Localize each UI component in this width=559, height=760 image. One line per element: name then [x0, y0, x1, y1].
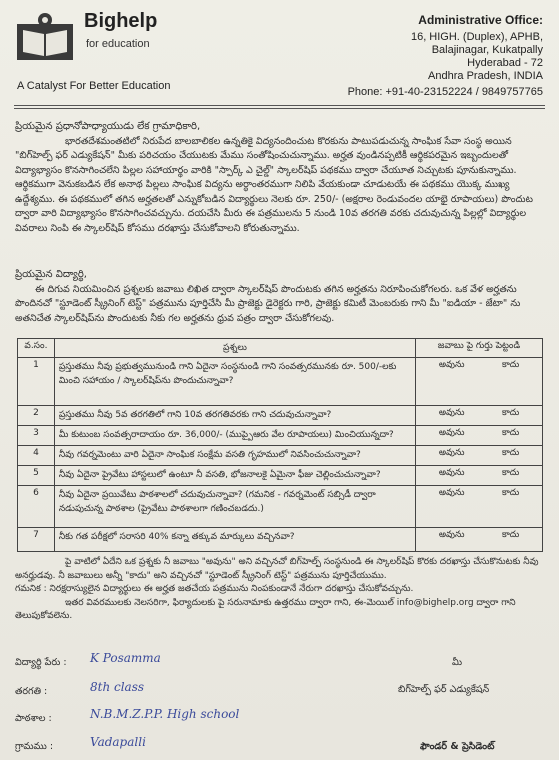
office-phone: Phone: +91-40-23152224 / 9849757765: [347, 86, 543, 98]
table-row: [18, 486, 543, 528]
letter-intro: [15, 120, 545, 236]
village-label: గ్రామము :: [15, 741, 54, 752]
student-name-label: విద్యార్థి పేరు :: [15, 657, 67, 668]
answer-yes[interactable]: అవును: [438, 408, 465, 418]
table-header-row: [18, 339, 543, 358]
table-row: [18, 528, 543, 552]
student-name-value[interactable]: K Posamma: [90, 651, 161, 665]
student-section: [15, 268, 545, 326]
header-divider: [14, 105, 545, 106]
table-row: [18, 358, 543, 406]
row-question: నీవు గవర్నమెంటు వారి ఏదైనా సాంఘిక సంక్షేమ వసతి గృహములో నివసించుచున్నావా?: [54, 446, 415, 466]
village-value[interactable]: Vadapalli: [90, 735, 146, 749]
answer-yes[interactable]: అవును: [438, 448, 465, 458]
office-title: Administrative Office:: [418, 13, 543, 27]
row-question: ప్రస్తుతము నీవు ప్రభుత్వమునుండి గాని ఏదైనా సంస్థనుండి గాని సంవత్సరమునకు రూ. 500/-లకు మించి సహాయం / స్కాలర్‌షిప్‌ను పొందుచున్నావా?: [54, 358, 415, 406]
row-number: 3: [18, 426, 55, 446]
header-questions: ప్రశ్నలు: [54, 339, 415, 358]
tagline: A Catalyst For Better Education: [17, 80, 171, 92]
answer-no[interactable]: కాదు: [501, 360, 520, 370]
row-question: ప్రస్తుతము నీవు 5వ తరగతిలో గాని 10వ తరగతివరకు గాని చదువుచున్నావా?: [54, 406, 415, 426]
row-number: 5: [18, 466, 55, 486]
row-number: 2: [18, 406, 55, 426]
answer-no[interactable]: కాదు: [501, 468, 520, 478]
row-question: నీవు ఏదైనా ప్రయివేటు పాఠశాలలో చదువుచున్నావా? (గమనిక - గవర్నమెంట్ సబ్సిడీ ద్వారా నడుపుచున్న పాఠశాల (ప్రైవేటు పాఠశాలగా గణించబడదు.): [54, 486, 415, 528]
answer-yes[interactable]: అవును: [438, 428, 465, 438]
answer-no[interactable]: కాదు: [501, 530, 520, 540]
answer-yes[interactable]: అవును: [438, 468, 465, 478]
answer-no[interactable]: కాదు: [501, 448, 520, 458]
signoff-title: ఫౌండర్ & ప్రెసిడెంట్: [420, 741, 495, 752]
greeting-student: ప్రియమైన విద్యార్థి,: [15, 269, 87, 280]
row-number: 7: [18, 528, 55, 552]
office-line: Balajinagar, Kukatpally: [431, 44, 543, 56]
answer-yes[interactable]: అవును: [438, 360, 465, 370]
row-number: 1: [18, 358, 55, 406]
brand-name: Bighelp: [84, 10, 158, 32]
intro-paragraph: భారతదేశమంతటిలో నిరుపేద బాలబాలికల ఉన్నతికై విద్యనందించుట కొరకును పాటుపడుచున్న సాంఘిక సేవా సంస్థ అయిన "బిగ్‌హెల్ప్ ఫర్ ఎడ్యుకేషన్" మీకు పరిచయం చేయుటకు మేము సంతోషించుచున్నాము. అర్హత వుండినప్పటికీ ఆర్థికపరమైన ఇబ్బందులతో విద్యాభ్యాసం కొనసాగించలేని పిల్లల సహాయార్థం వారికి "స్పార్క్ ఎ చైల్డ్" స్కాలర్‌షిప్ పథకము ద్వారా చేయూత నిచ్చుటకు పూనుకున్నాము. ఆర్థికముగా వెనుకబడిన లేక అనాథ పిల్లలు సాంఘిక విద్యను అర్ధాంతరముగా నిలిపి వేయకుండా చూడుటయే ఈ పథకము యొక్క ముఖ్య ఉద్దేశ్యము. ఈ పథకములో తగిన అర్హతలతో ఎన్నుకోబడిన విద్యార్థులు నెలకు రూ. 250/- (అక్షరాల రెండువందల యాభై రూపాయలు) పొందుట ద్వారా వారి విద్యాభ్యాసం కొనసాగించవచ్చును. దయచేసి మీరు ఈ పత్రములను 5 నుండి 10వ తరగతి వరకు చదువుచున్న పిల్లల్లో విద్యార్థుల వివరాలు నింపి ఈ స్కాలర్‌షిప్ కోసము దరఖాస్తు చేసుకోవాలని కోరుతున్నాము.: [15, 135, 533, 234]
signoff-org: బిగ్‌హెల్ప్ ఫర్ ఎడ్యుకేషన్: [398, 684, 490, 695]
bighelp-logo: [15, 10, 75, 64]
answer-no[interactable]: కాదు: [501, 488, 520, 498]
school-label: పాఠశాల :: [15, 713, 52, 724]
table-row: [18, 466, 543, 486]
header-divider: [14, 108, 545, 109]
school-value[interactable]: N.B.M.Z.P.P. High school: [90, 707, 240, 721]
row-number: 6: [18, 486, 55, 528]
table-row: [18, 446, 543, 466]
header-answer: జవాబు పై గుర్తు పెట్టండి: [416, 339, 543, 358]
row-question: నీకు గత పరీక్షలో సరాసరి 40% కన్నా తక్కువ మార్కులు వచ్చినవా?: [54, 528, 415, 552]
table-row: [18, 426, 543, 446]
eligibility-table: [17, 338, 543, 552]
closing-section: [15, 556, 545, 624]
header-serial: వ.సం.: [18, 339, 55, 358]
class-label: తరగతి :: [15, 686, 48, 697]
contact-paragraph: ఇతర వివరములకు నెలసరిగా, ఫిర్యాదులకు పై సరునామాకు ఉత్తరము ద్వారా గాని, ఈ-మెయిల్ info@bighelp.org ద్వారా గాని తెలుపుకోవలెను.: [15, 597, 516, 621]
answer-no[interactable]: కాదు: [501, 408, 520, 418]
closing-note: గమనిక : నిరక్షరాస్యులైన విద్యార్థులు ఈ అర్హత జతచేయ పత్రమును నింపకుండానే నేరుగా దరఖాస్తు చేసుకోవచ్చును.: [15, 584, 414, 594]
row-question: నీవు ఏదైనా ప్రైవేటు హాస్టలులో ఉంటూ నీ వసతి, భోజనాలకై ఏమైనా ఫీజు చెల్లించుచున్నావా?: [54, 466, 415, 486]
answer-yes[interactable]: అవును: [438, 530, 465, 540]
row-number: 4: [18, 446, 55, 466]
closing-paragraph: పై వాటిలో ఏదేని ఒక ప్రశ్నకు నీ జవాబు "అవును" అని వచ్చినచో బిగ్‌హెల్ప్ సంస్థనుండి ఈ స్కాలర్‌షిప్ కొరకు దరఖాస్తు చేసుకొనుటకు నీవు అనర్హుడవు. నీ జవాబులు అన్నీ "కాదు" అని వచ్చినచో "స్టూడెంట్ స్క్రీనింగ్ టెస్ట్" పత్రమును పూర్తిచేయుము.: [15, 557, 539, 581]
signoff-yours: మీ: [452, 657, 463, 668]
greeting-headmaster: ప్రియమైన ప్రధానోపాధ్యాయుడు లేక గ్రామాధికారి,: [15, 121, 201, 132]
answer-yes[interactable]: అవును: [438, 488, 465, 498]
brand-subtitle: for education: [86, 38, 150, 50]
office-line: 16, HIGH. (Duplex), APHB,: [410, 31, 543, 43]
office-address: [303, 14, 543, 99]
class-value[interactable]: 8th class: [90, 680, 145, 694]
row-question: మీ కుటుంబ సంవత్సరాదాయం రూ. 36,000/- (ముప్పైఆరు వేల రూపాయలు) మించియున్నదా?: [54, 426, 415, 446]
office-line: Hyderabad - 72: [467, 57, 543, 69]
answer-no[interactable]: కాదు: [501, 428, 520, 438]
office-line: Andhra Pradesh, INDIA: [428, 70, 543, 82]
student-paragraph: ఈ దిగువ నియమించిన ప్రశ్నలకు జవాబు లిఖిత ద్వారా స్కాలర్‌షిప్ పొందుటకు తగిన అర్హతను నిరూపించుకోగలరు. ఒక వేళ అర్హతను పొందినచో "స్టూడెంట్ స్క్రీనింగ్ టెస్ట్" పత్రమును పూర్తిచేసి మీ ప్రాజెక్టు డైరెక్టరు గారి, ప్రాజెక్టు కమిటీ మెంబరుకు గాని మీ "ఐడియా - జేటా" ను అతనిచేత స్కాలర్‌షిప్‌ను పొందుటకు నీకు గల అర్హతను ధ్రువ పత్రం ద్వారా చేసుకోగలవు.: [15, 283, 521, 324]
table-row: [18, 406, 543, 426]
